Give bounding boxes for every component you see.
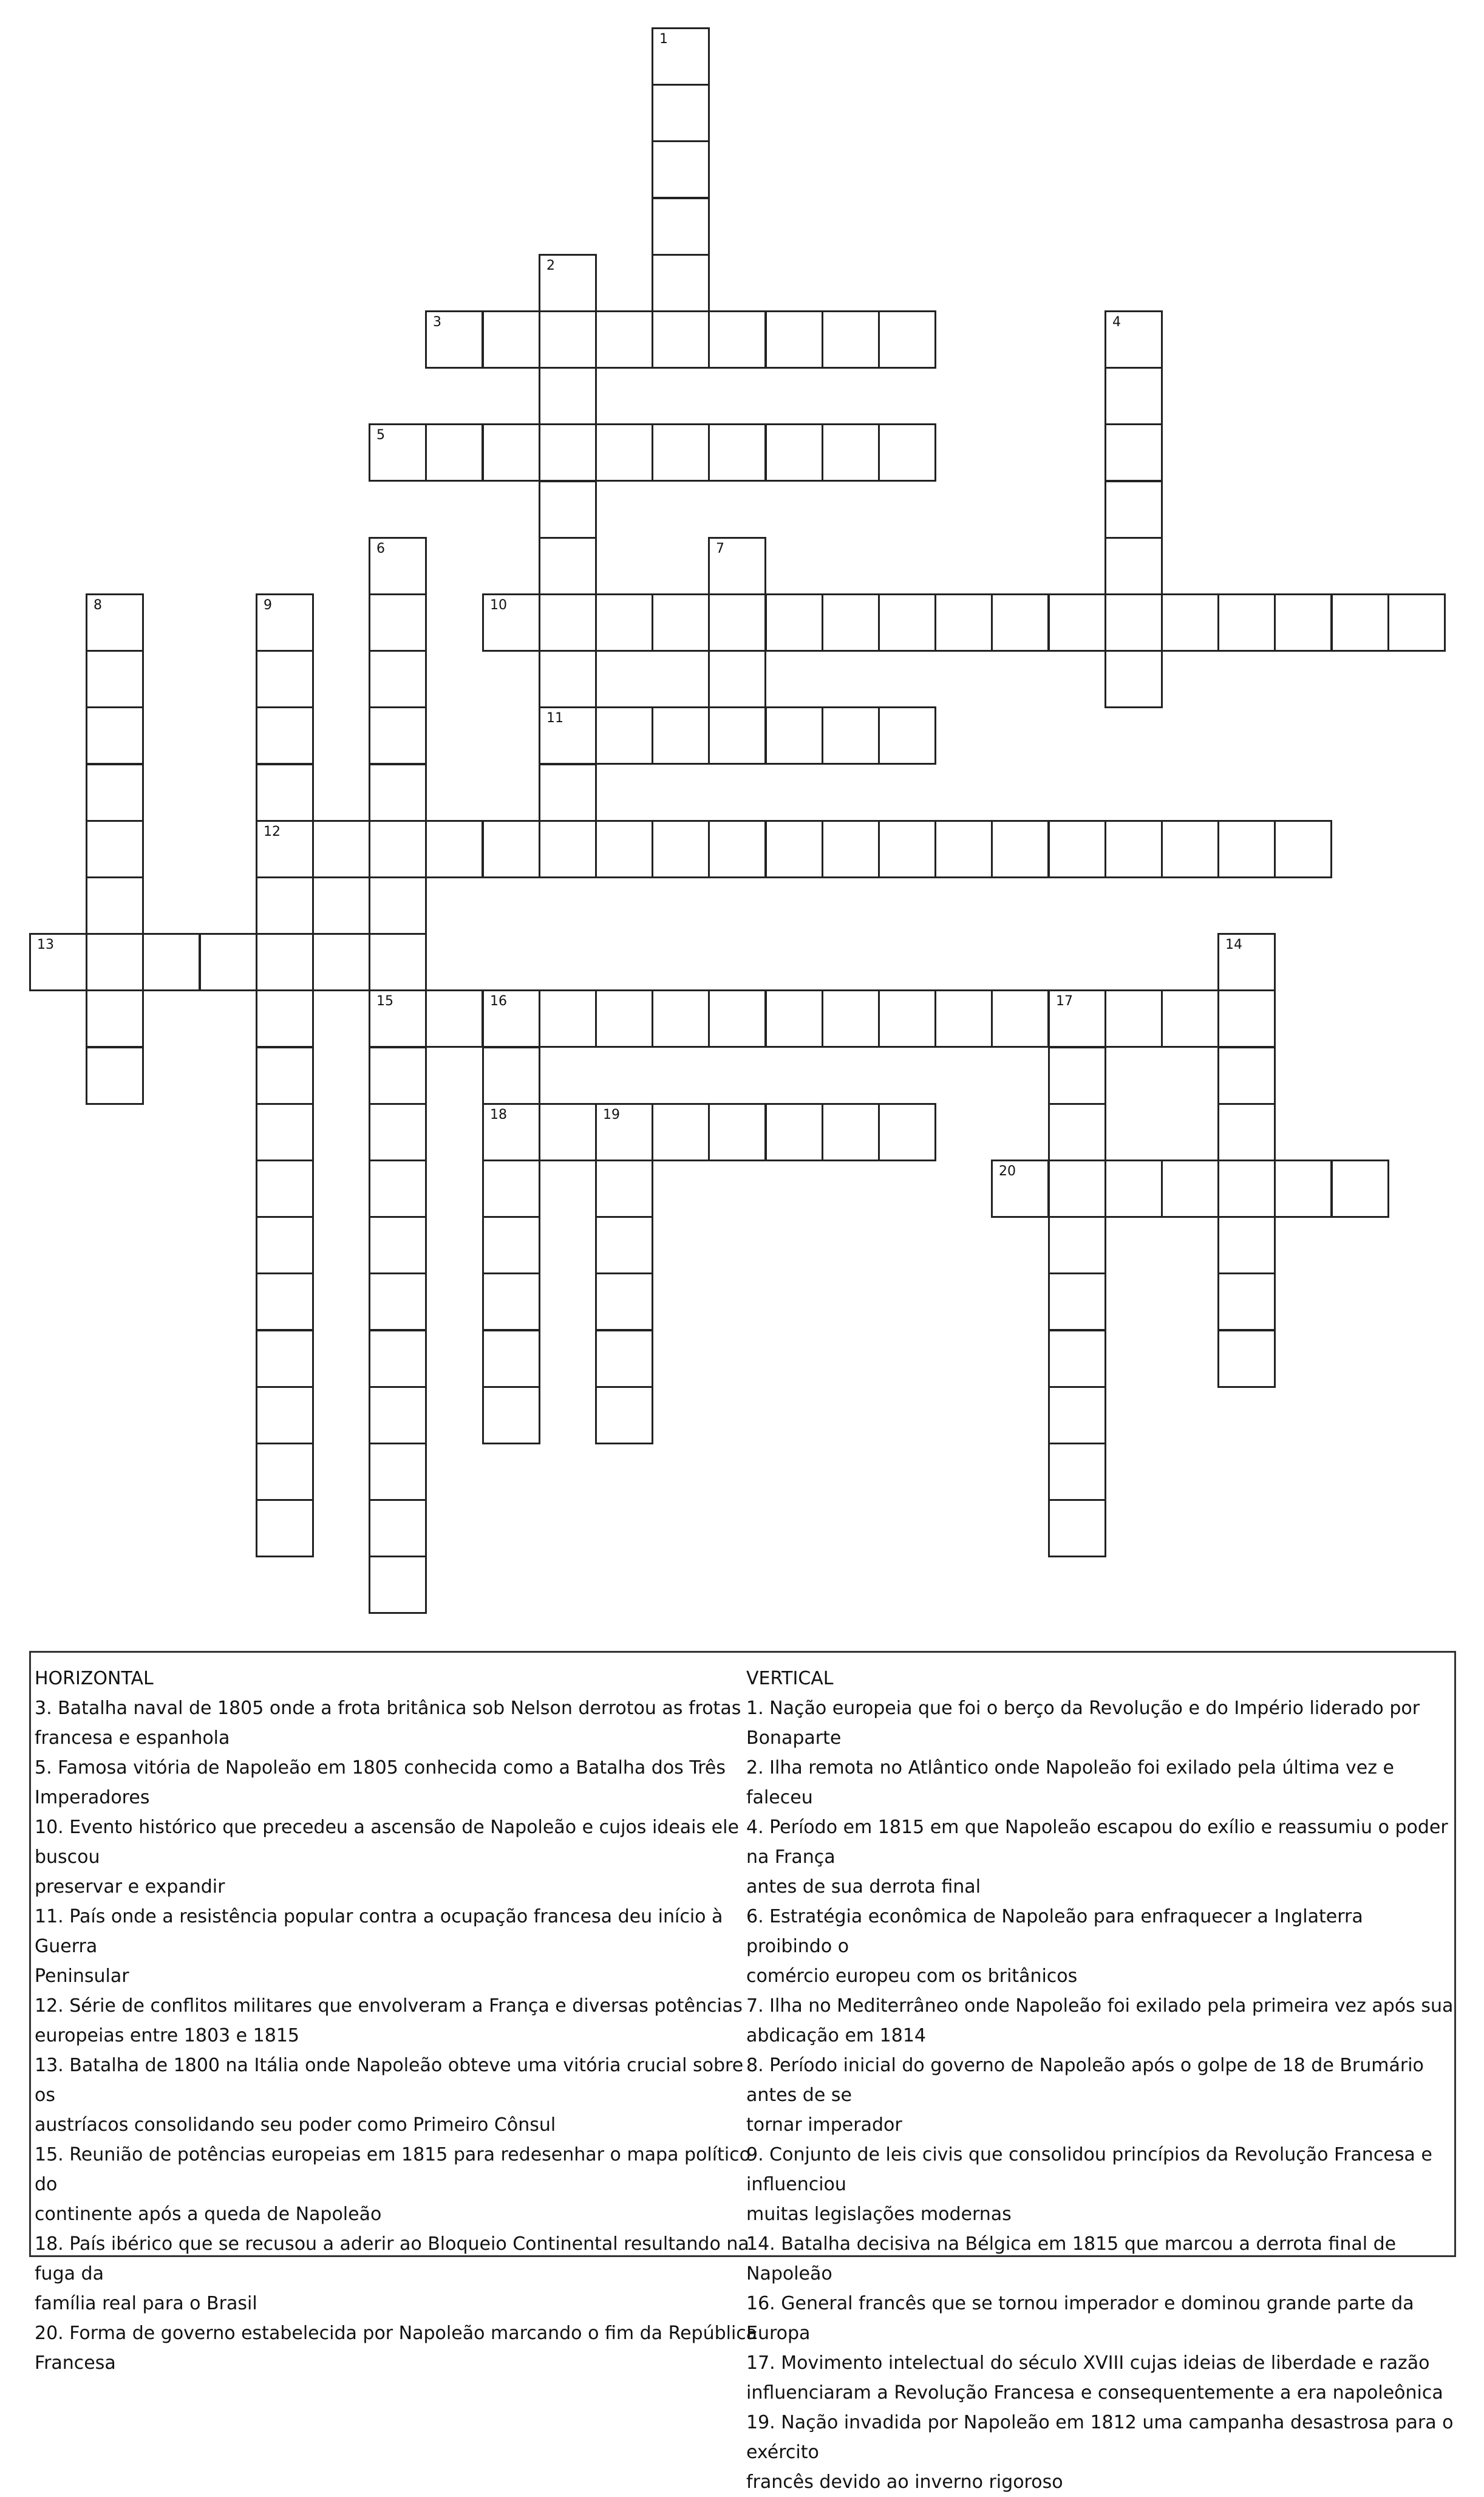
grid-cell[interactable] — [708, 820, 766, 878]
clue-number: 13 — [37, 937, 54, 952]
grid-cell[interactable] — [652, 820, 710, 878]
clue-line: francês devido ao inverno rigoroso — [746, 2471, 1063, 2493]
grid-cell[interactable] — [86, 820, 144, 878]
grid-cell[interactable] — [482, 1330, 540, 1388]
grid-cell[interactable] — [1104, 310, 1163, 369]
grid-cell[interactable] — [878, 706, 936, 765]
clue-line: abdicação em 1814 — [746, 2025, 927, 2046]
grid-cell[interactable] — [822, 593, 880, 652]
clue-line: 11. País onde a resistência popular contra a ocupação francesa deu início à Guerra — [35, 1906, 723, 1957]
grid-cell[interactable] — [256, 650, 314, 708]
grid-cell[interactable] — [482, 1103, 540, 1161]
grid-cell[interactable] — [1048, 1499, 1106, 1557]
grid-cell[interactable] — [595, 820, 653, 878]
grid-cell[interactable] — [256, 1103, 314, 1161]
grid-cell[interactable] — [822, 423, 880, 482]
clue-line: antes de sua derrota final — [746, 1876, 981, 1898]
grid-cell[interactable] — [1104, 367, 1163, 425]
clue-line: Imperadores — [35, 1787, 150, 1808]
grid-cell[interactable] — [822, 706, 880, 765]
clue-number: 16 — [490, 994, 507, 1009]
clue-number: 2 — [546, 258, 555, 273]
grid-cell[interactable] — [1104, 989, 1163, 1048]
grid-cell[interactable] — [708, 1103, 766, 1161]
grid-cell[interactable] — [1274, 1160, 1332, 1218]
grid-cell[interactable] — [652, 310, 710, 369]
grid-cell[interactable] — [539, 537, 597, 595]
clue-line: 13. Batalha de 1800 na Itália onde Napoleão obteve uma vitória crucial sobre os — [35, 2055, 744, 2106]
clue-line: família real para o Brasil — [35, 2293, 257, 2314]
clue-number: 6 — [376, 541, 385, 556]
grid-cell[interactable] — [256, 1499, 314, 1557]
grid-cell[interactable] — [934, 593, 993, 652]
grid-cell[interactable] — [1217, 1330, 1276, 1388]
grid-cell[interactable] — [652, 1103, 710, 1161]
grid-cell[interactable] — [595, 1216, 653, 1274]
grid-cell[interactable] — [369, 1556, 427, 1614]
clue-line: 10. Evento histórico que precedeu a ascensão de Napoleão e cujos ideais ele buscou — [35, 1817, 739, 1868]
grid-cell[interactable] — [256, 593, 314, 652]
grid-cell[interactable] — [991, 989, 1049, 1048]
grid-cell[interactable] — [652, 197, 710, 256]
grid-cell[interactable] — [539, 310, 597, 369]
clue-line: 5. Famosa vitória de Napoleão em 1805 conhecida como a Batalha dos Três — [35, 1757, 726, 1778]
grid-cell[interactable] — [822, 820, 880, 878]
grid-cell[interactable] — [1048, 989, 1106, 1048]
grid-cell[interactable] — [86, 876, 144, 935]
grid-cell[interactable] — [652, 27, 710, 86]
grid-cell[interactable] — [369, 820, 427, 878]
grid-cell[interactable] — [425, 820, 483, 878]
grid-cell[interactable] — [256, 1443, 314, 1501]
clue-line: 12. Série de conflitos militares que envolveram a França e diversas potências — [35, 1995, 743, 2017]
grid-cell[interactable] — [539, 367, 597, 425]
grid-cell[interactable] — [708, 650, 766, 708]
grid-cell[interactable] — [1161, 1160, 1219, 1218]
grid-cell[interactable] — [1274, 820, 1332, 878]
grid-cell[interactable] — [86, 763, 144, 822]
grid-cell[interactable] — [1048, 1047, 1106, 1105]
horizontal-clue-list — [35, 1693, 763, 2378]
clue-line: Peninsular — [35, 1966, 129, 1987]
grid-cell[interactable] — [595, 1386, 653, 1444]
grid-cell[interactable] — [256, 706, 314, 765]
grid-cell[interactable] — [1048, 1272, 1106, 1331]
grid-cell[interactable] — [1048, 1103, 1106, 1161]
grid-cell[interactable] — [482, 1216, 540, 1274]
grid-cell[interactable] — [425, 310, 483, 369]
grid-cell[interactable] — [369, 1386, 427, 1444]
clue-line: 19. Nação invadida por Napoleão em 1812 uma campanha desastrosa para o exército — [746, 2412, 1454, 2463]
grid-cell[interactable] — [1104, 480, 1163, 539]
grid-cell[interactable] — [369, 1047, 427, 1105]
grid-cell[interactable] — [256, 989, 314, 1048]
horizontal-clues-column — [35, 1664, 763, 2378]
grid-cell[interactable] — [708, 310, 766, 369]
grid-cell[interactable] — [822, 989, 880, 1048]
grid-cell[interactable] — [482, 820, 540, 878]
grid-cell[interactable] — [539, 1103, 597, 1161]
grid-cell[interactable] — [86, 933, 144, 991]
clue-number: 12 — [264, 824, 281, 839]
clue-line: 4. Período em 1815 em que Napoleão escapou do exílio e reassumiu o poder na França — [746, 1817, 1448, 1868]
grid-cell[interactable] — [86, 1047, 144, 1105]
grid-cell[interactable] — [425, 989, 483, 1048]
grid-cell[interactable] — [708, 537, 766, 595]
grid-cell[interactable] — [1048, 593, 1106, 652]
grid-cell[interactable] — [595, 1160, 653, 1218]
grid-cell[interactable] — [1104, 1160, 1163, 1218]
clue-line: comércio europeu com os britânicos — [746, 1966, 1078, 1987]
grid-cell[interactable] — [595, 706, 653, 765]
grid-cell[interactable] — [595, 989, 653, 1048]
grid-cell[interactable] — [708, 989, 766, 1048]
grid-cell[interactable] — [1387, 593, 1446, 652]
clue-line: muitas legislações modernas — [746, 2204, 1012, 2225]
clue-line: preservar e expandir — [35, 1876, 225, 1898]
grid-cell[interactable] — [1048, 1330, 1106, 1388]
grid-cell[interactable] — [539, 423, 597, 482]
grid-cell[interactable] — [369, 1499, 427, 1557]
grid-cell[interactable] — [652, 423, 710, 482]
grid-cell[interactable] — [1217, 1103, 1276, 1161]
grid-cell[interactable] — [482, 1386, 540, 1444]
grid-cell[interactable] — [1104, 820, 1163, 878]
grid-cell[interactable] — [256, 763, 314, 822]
grid-cell[interactable] — [1274, 593, 1332, 652]
clue-number: 10 — [490, 598, 507, 613]
grid-cell[interactable] — [822, 1103, 880, 1161]
grid-cell[interactable] — [482, 1160, 540, 1218]
clue-line: 18. País ibérico que se recusou a aderir ao Bloqueio Continental resultando na fuga da — [35, 2233, 749, 2284]
grid-cell[interactable] — [369, 763, 427, 822]
grid-cell[interactable] — [256, 876, 314, 935]
grid-cell[interactable] — [369, 423, 427, 482]
grid-cell[interactable] — [878, 593, 936, 652]
grid-cell[interactable] — [86, 706, 144, 765]
grid-cell[interactable] — [652, 706, 710, 765]
grid-cell[interactable] — [369, 1272, 427, 1331]
grid-cell[interactable] — [482, 593, 540, 652]
grid-cell[interactable] — [1048, 1160, 1106, 1218]
grid-cell[interactable] — [539, 763, 597, 822]
grid-cell[interactable] — [539, 254, 597, 312]
clue-line: 8. Período inicial do governo de Napoleão após o golpe de 18 de Brumário antes de se — [746, 2055, 1424, 2106]
grid-cell[interactable] — [878, 989, 936, 1048]
clue-line: 3. Batalha naval de 1805 onde a frota britânica sob Nelson derrotou as frotas — [35, 1698, 741, 1719]
grid-cell[interactable] — [878, 423, 936, 482]
grid-cell[interactable] — [1048, 1386, 1106, 1444]
vertical-heading: VERTICAL — [746, 1668, 834, 1689]
grid-cell[interactable] — [652, 84, 710, 142]
clue-number: 3 — [433, 315, 441, 330]
grid-cell[interactable] — [1104, 593, 1163, 652]
clue-line: 6. Estratégia econômica de Napoleão para enfraquecer a Inglaterra proibindo o — [746, 1906, 1363, 1957]
grid-cell[interactable] — [1217, 593, 1276, 652]
grid-cell[interactable] — [482, 1047, 540, 1105]
grid-cell[interactable] — [29, 933, 87, 991]
grid-cell[interactable] — [312, 820, 370, 878]
grid-cell[interactable] — [765, 820, 823, 878]
clue-line: Francesa — [35, 2352, 116, 2374]
clue-number: 1 — [659, 32, 668, 47]
grid-cell[interactable] — [142, 933, 200, 991]
grid-cell[interactable] — [86, 650, 144, 708]
grid-cell[interactable] — [369, 876, 427, 935]
grid-cell[interactable] — [539, 480, 597, 539]
grid-cell[interactable] — [539, 989, 597, 1048]
grid-cell[interactable] — [652, 593, 710, 652]
grid-cell[interactable] — [1217, 933, 1276, 991]
clue-number: 14 — [1225, 937, 1242, 952]
clue-line: francesa e espanhola — [35, 1727, 230, 1749]
grid-cell[interactable] — [1217, 820, 1276, 878]
grid-cell[interactable] — [369, 1216, 427, 1274]
grid-cell[interactable] — [1048, 1443, 1106, 1501]
grid-cell[interactable] — [652, 140, 710, 199]
grid-cell[interactable] — [369, 933, 427, 991]
grid-cell[interactable] — [86, 593, 144, 652]
clues-box — [29, 1651, 1456, 2493]
grid-cell[interactable] — [708, 706, 766, 765]
grid-cell[interactable] — [256, 820, 314, 878]
grid-cell[interactable] — [482, 989, 540, 1048]
grid-cell[interactable] — [539, 820, 597, 878]
grid-cell[interactable] — [482, 1272, 540, 1331]
grid-cell[interactable] — [369, 1160, 427, 1218]
vertical-clue-list — [746, 1693, 1454, 2497]
grid-cell[interactable] — [1104, 423, 1163, 482]
grid-cell[interactable] — [256, 933, 314, 991]
grid-cell[interactable] — [595, 423, 653, 482]
clue-line: tornar imperador — [746, 2114, 902, 2136]
clue-number: 17 — [1056, 994, 1073, 1009]
grid-cell[interactable] — [595, 593, 653, 652]
grid-cell[interactable] — [256, 1330, 314, 1388]
grid-cell[interactable] — [539, 593, 597, 652]
grid-cell[interactable] — [369, 989, 427, 1048]
grid-cell[interactable] — [708, 423, 766, 482]
clue-line: continente após a queda de Napoleão — [35, 2204, 382, 2225]
grid-cell[interactable] — [482, 423, 540, 482]
grid-cell[interactable] — [652, 989, 710, 1048]
grid-cell[interactable] — [765, 706, 823, 765]
clue-number: 19 — [603, 1107, 620, 1122]
clue-line: 17. Movimento intelectual do século XVIII cujas ideias de liberdade e razão — [746, 2352, 1430, 2374]
clue-number: 20 — [999, 1164, 1016, 1179]
grid-cell[interactable] — [369, 1330, 427, 1388]
grid-cell[interactable] — [765, 593, 823, 652]
grid-cell[interactable] — [1104, 537, 1163, 595]
grid-cell[interactable] — [991, 1160, 1049, 1218]
grid-cell[interactable] — [1217, 989, 1276, 1048]
grid-cell[interactable] — [595, 310, 653, 369]
grid-cell[interactable] — [369, 1443, 427, 1501]
grid-cell[interactable] — [878, 820, 936, 878]
clue-line: 16. General francês que se tornou imperador e dominou grande parte da Europa — [746, 2293, 1414, 2344]
clue-number: 15 — [376, 994, 393, 1009]
grid-cell[interactable] — [312, 933, 370, 991]
grid-cell[interactable] — [1161, 820, 1219, 878]
grid-cell[interactable] — [1161, 593, 1219, 652]
clue-line: 9. Conjunto de leis civis que consolidou princípios da Revolução Francesa e influenciou — [746, 2144, 1432, 2195]
grid-cell[interactable] — [1217, 1160, 1276, 1218]
grid-cell[interactable] — [369, 593, 427, 652]
clue-line: europeias entre 1803 e 1815 — [35, 2025, 300, 2046]
grid-cell[interactable] — [595, 1272, 653, 1331]
grid-cell[interactable] — [1217, 1216, 1276, 1274]
grid-cell[interactable] — [765, 423, 823, 482]
grid-cell[interactable] — [765, 1103, 823, 1161]
grid-cell[interactable] — [256, 1216, 314, 1274]
grid-cell[interactable] — [369, 650, 427, 708]
grid-cell[interactable] — [595, 1330, 653, 1388]
grid-cell[interactable] — [1048, 1216, 1106, 1274]
grid-cell[interactable] — [86, 989, 144, 1048]
horizontal-heading: HORIZONTAL — [35, 1668, 154, 1689]
grid-cell[interactable] — [991, 593, 1049, 652]
grid-cell[interactable] — [878, 1103, 936, 1161]
grid-cell[interactable] — [369, 706, 427, 765]
clue-number: 7 — [716, 541, 724, 556]
clue-line: austríacos consolidando seu poder como Primeiro Cônsul — [35, 2114, 556, 2136]
grid-cell[interactable] — [369, 537, 427, 595]
grid-cell[interactable] — [1048, 820, 1106, 878]
clue-number: 4 — [1112, 315, 1121, 330]
clue-number: 8 — [94, 598, 102, 613]
clue-number: 9 — [264, 598, 272, 613]
clue-line: 20. Forma de governo estabelecida por Napoleão marcando o fim da República — [35, 2323, 758, 2344]
clue-number: 18 — [490, 1107, 507, 1122]
grid-cell[interactable] — [539, 650, 597, 708]
grid-cell[interactable] — [878, 310, 936, 369]
grid-cell[interactable] — [1331, 593, 1389, 652]
grid-cell[interactable] — [1161, 989, 1219, 1048]
grid-cell[interactable] — [369, 1103, 427, 1161]
grid-cell[interactable] — [934, 989, 993, 1048]
clue-line: 15. Reunião de potências europeias em 1815 para redesenhar o mapa político do — [35, 2144, 751, 2195]
clue-number: 11 — [546, 711, 563, 726]
grid-cell[interactable] — [256, 1386, 314, 1444]
grid-cell[interactable] — [934, 820, 993, 878]
grid-cell[interactable] — [256, 1272, 314, 1331]
clue-number: 5 — [376, 428, 385, 443]
grid-cell[interactable] — [708, 593, 766, 652]
grid-cell[interactable] — [1104, 650, 1163, 708]
grid-cell[interactable] — [199, 933, 257, 991]
grid-cell[interactable] — [1331, 1160, 1389, 1218]
grid-cell[interactable] — [256, 1047, 314, 1105]
grid-cell[interactable] — [425, 423, 483, 482]
clue-line: influenciaram a Revolução Francesa e consequentemente a era napoleônica — [746, 2382, 1443, 2403]
grid-cell[interactable] — [765, 989, 823, 1048]
clue-line: 2. Ilha remota no Atlântico onde Napoleão foi exilado pela última vez e faleceu — [746, 1757, 1394, 1808]
grid-cell[interactable] — [1217, 1272, 1276, 1331]
grid-cell[interactable] — [1217, 1047, 1276, 1105]
grid-cell[interactable] — [991, 820, 1049, 878]
clue-line: 7. Ilha no Mediterrâneo onde Napoleão foi exilado pela primeira vez após sua — [746, 1995, 1454, 2017]
clue-line: 14. Batalha decisiva na Bélgica em 1815 que marcou a derrota final de Napoleão — [746, 2233, 1397, 2284]
grid-cell[interactable] — [256, 1160, 314, 1218]
grid-cell[interactable] — [765, 310, 823, 369]
grid-cell[interactable] — [539, 706, 597, 765]
grid-cell[interactable] — [482, 310, 540, 369]
grid-cell[interactable] — [822, 310, 880, 369]
grid-cell[interactable] — [595, 1103, 653, 1161]
clue-line: 1. Nação europeia que foi o berço da Revolução e do Império liderado por Bonaparte — [746, 1698, 1420, 1749]
grid-cell[interactable] — [652, 254, 710, 312]
vertical-clues-column — [746, 1664, 1454, 2497]
